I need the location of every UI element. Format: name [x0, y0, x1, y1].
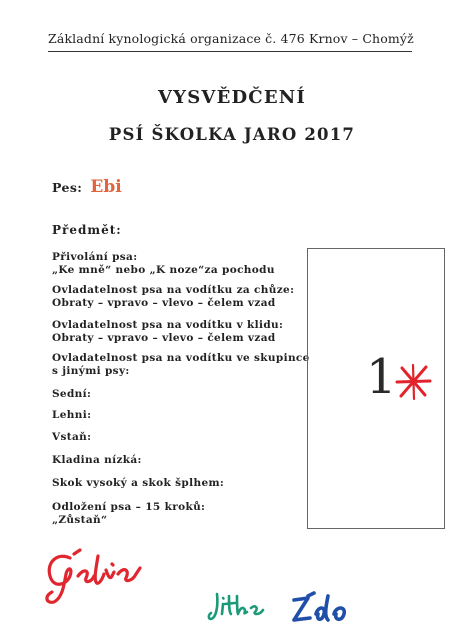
- header-divider: [48, 51, 412, 52]
- subject-item: [52, 284, 312, 310]
- subjects-heading: Předmět:: [52, 223, 122, 237]
- subject-item: [52, 454, 312, 467]
- subject-item: [52, 409, 312, 422]
- subject-line: Ovladatelnost psa na vodítku ve skupince: [52, 352, 310, 364]
- subject-item: [52, 388, 312, 401]
- asterisk-icon: [393, 362, 433, 402]
- subject-line: Obraty – vpravo – vlevo – čelem vzad: [52, 297, 276, 309]
- subject-line: s jinými psy:: [52, 365, 130, 377]
- subject-line: Vstaň:: [52, 431, 92, 443]
- subject-line: Odložení psa – 15 kroků:: [52, 501, 206, 513]
- subject-item: [52, 319, 312, 345]
- dog-name-row: [52, 177, 122, 197]
- subject-line: Lehni:: [52, 409, 92, 421]
- subject-line: Obraty – vpravo – vlevo – čelem vzad: [52, 332, 276, 344]
- dog-label: Pes:: [52, 180, 83, 195]
- subject-line: Přivolání psa:: [52, 251, 138, 263]
- signature-jitka: [205, 586, 267, 626]
- subject-item: [52, 431, 312, 444]
- document-subtitle: PSÍ ŠKOLKA JARO 2017: [108, 125, 356, 144]
- subject-line: Ovladatelnost psa na vodítku za chůze:: [52, 284, 295, 296]
- subject-line: Ovladatelnost psa na vodítku v klidu:: [52, 319, 284, 331]
- dog-name: Ebi: [90, 177, 122, 197]
- subject-line: „Ke mně“ nebo „K noze“za pochodu: [52, 264, 275, 276]
- subject-line: Skok vysoký a skok šplhem:: [52, 477, 225, 489]
- document-title: VYSVĚDČENÍ: [157, 87, 307, 108]
- subject-line: Sední:: [52, 388, 92, 400]
- subject-line: Kladina nízká:: [52, 454, 142, 466]
- signature-galia: [40, 546, 160, 608]
- subject-item: [52, 352, 312, 378]
- grade-value: 1: [366, 349, 397, 405]
- subject-item: [52, 501, 312, 527]
- signature-zdeno: [288, 590, 358, 630]
- subject-line: „Zůstaň“: [52, 514, 108, 526]
- organization-header: Základní kynologická organizace č. 476 Krnov – Chomýž: [48, 31, 414, 46]
- grade-box: [307, 248, 445, 529]
- subject-item: [52, 251, 312, 277]
- subject-item: [52, 477, 312, 490]
